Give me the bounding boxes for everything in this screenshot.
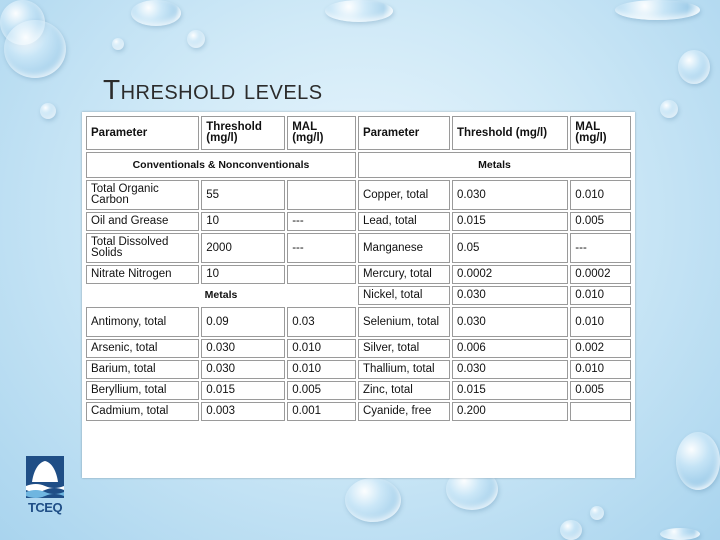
cell-threshold: 0.05 <box>452 233 568 263</box>
cell-threshold: 0.030 <box>452 307 568 337</box>
header-parameter: Parameter <box>358 116 450 150</box>
cell-parameter: Total Dissolved Solids <box>86 233 199 263</box>
cell-mal: --- <box>287 212 356 231</box>
cell-parameter: Barium, total <box>86 360 199 379</box>
cell-threshold: 0.030 <box>452 360 568 379</box>
cell-threshold: 10 <box>201 212 285 231</box>
cell-threshold: 0.030 <box>201 339 285 358</box>
cell-mal: 0.010 <box>570 307 631 337</box>
header-mal: MAL (mg/l) <box>570 116 631 150</box>
cell-mal <box>287 265 356 284</box>
cell-threshold: 2000 <box>201 233 285 263</box>
cell-mal: 0.010 <box>287 360 356 379</box>
cell-mal: 0.002 <box>570 339 631 358</box>
cell-parameter: Arsenic, total <box>86 339 199 358</box>
cell-mal: 0.001 <box>287 402 356 421</box>
table-row <box>86 180 631 210</box>
cell-parameter: Cadmium, total <box>86 402 199 421</box>
cell-parameter: Antimony, total <box>86 307 199 337</box>
water-drop-decoration <box>590 506 604 520</box>
cell-parameter: Zinc, total <box>358 381 450 400</box>
cell-mal: 0.005 <box>287 381 356 400</box>
cell-mal <box>287 180 356 210</box>
cell-mal: 0.010 <box>570 286 631 305</box>
cell-mal <box>570 402 631 421</box>
cell-threshold: 10 <box>201 265 285 284</box>
section-metals: Metals <box>358 152 631 178</box>
table-row <box>86 286 631 305</box>
water-drop-decoration <box>187 30 205 48</box>
cell-mal: 0.010 <box>287 339 356 358</box>
water-drop-decoration <box>615 0 700 20</box>
table-row <box>86 402 631 421</box>
cell-parameter: Mercury, total <box>358 265 450 284</box>
cell-mal: 0.010 <box>570 180 631 210</box>
cell-threshold: 0.030 <box>201 360 285 379</box>
cell-threshold: 0.200 <box>452 402 568 421</box>
water-drop-decoration <box>131 0 181 26</box>
table-row <box>86 212 631 231</box>
water-drop-decoration <box>660 528 700 540</box>
cell-threshold: 0.015 <box>201 381 285 400</box>
water-drop-decoration <box>325 0 393 22</box>
water-drop-decoration <box>678 50 710 84</box>
water-drop-decoration <box>660 100 678 118</box>
cell-parameter: Lead, total <box>358 212 450 231</box>
cell-threshold: 0.09 <box>201 307 285 337</box>
water-drop-decoration <box>345 478 401 522</box>
cell-parameter: Nickel, total <box>358 286 450 305</box>
slide-title: Threshold levels <box>103 74 323 105</box>
cell-threshold: 0.015 <box>452 381 568 400</box>
cell-parameter: Copper, total <box>358 180 450 210</box>
header-mal: MAL (mg/l) <box>287 116 356 150</box>
cell-threshold: 0.006 <box>452 339 568 358</box>
cell-mal: 0.010 <box>570 360 631 379</box>
cell-threshold: 0.030 <box>452 180 568 210</box>
water-drop-decoration <box>40 103 56 119</box>
cell-mal: --- <box>287 233 356 263</box>
cell-threshold: 0.015 <box>452 212 568 231</box>
threshold-table <box>84 114 633 423</box>
cell-parameter: Cyanide, free <box>358 402 450 421</box>
cell-threshold: 0.003 <box>201 402 285 421</box>
table-row <box>86 339 631 358</box>
header-threshold: Threshold (mg/l) <box>452 116 568 150</box>
section-conventionals: Conventionals & Nonconventionals <box>86 152 356 178</box>
water-drop-decoration <box>676 432 720 490</box>
table-row <box>86 307 631 337</box>
threshold-table-panel <box>82 112 635 478</box>
cell-mal: --- <box>570 233 631 263</box>
cell-mal: 0.005 <box>570 212 631 231</box>
table-row <box>86 381 631 400</box>
section-metals-left: Metals <box>204 289 238 301</box>
water-drop-decoration <box>4 20 66 78</box>
cell-parameter: Silver, total <box>358 339 450 358</box>
section-row <box>86 152 631 178</box>
cell-mal: 0.03 <box>287 307 356 337</box>
cell-threshold: 55 <box>201 180 285 210</box>
cell-parameter: Nitrate Nitrogen <box>86 265 199 284</box>
water-drop-decoration <box>560 520 582 540</box>
cell-parameter: Thallium, total <box>358 360 450 379</box>
table-header-row <box>86 116 631 150</box>
tceq-logo-text: TCEQ <box>27 500 63 515</box>
cell-parameter: Total Organic Carbon <box>86 180 199 210</box>
cell-parameter: Beryllium, total <box>86 381 199 400</box>
header-parameter: Parameter <box>86 116 199 150</box>
cell-parameter: Manganese <box>358 233 450 263</box>
table-row <box>86 360 631 379</box>
cell-threshold: 0.0002 <box>452 265 568 284</box>
cell-parameter: Oil and Grease <box>86 212 199 231</box>
cell-mal: 0.0002 <box>570 265 631 284</box>
cell-threshold: 0.030 <box>452 286 568 305</box>
header-threshold: Threshold (mg/l) <box>201 116 285 150</box>
cell-mal: 0.005 <box>570 381 631 400</box>
water-drop-decoration <box>112 38 124 50</box>
cell-parameter: Selenium, total <box>358 307 450 337</box>
table-row <box>86 265 631 284</box>
table-row <box>86 233 631 263</box>
